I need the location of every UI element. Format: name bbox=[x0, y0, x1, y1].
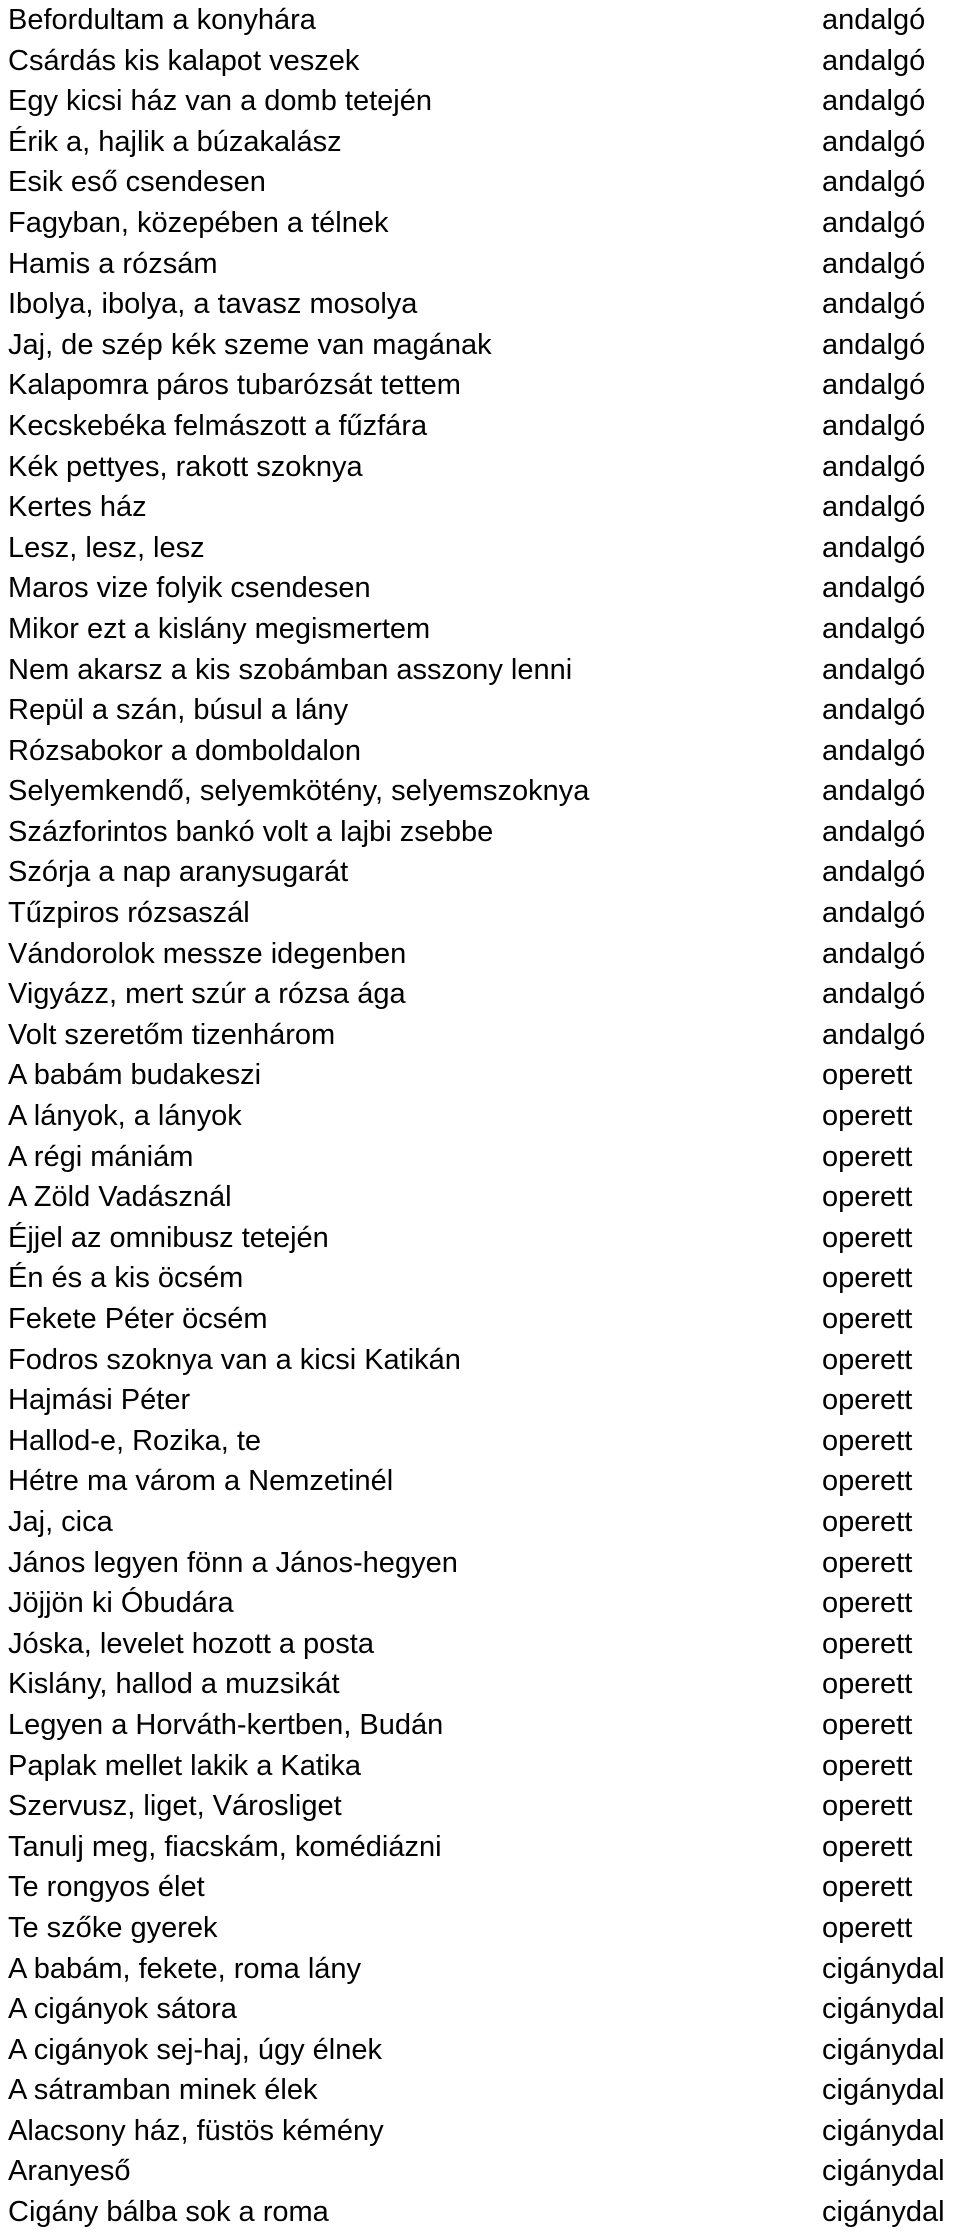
song-genre: andalgó bbox=[822, 775, 926, 808]
song-row bbox=[0, 731, 960, 772]
song-title: Alacsony ház, füstös kémény bbox=[8, 2114, 384, 2147]
song-row bbox=[0, 934, 960, 975]
song-row bbox=[0, 1137, 960, 1178]
song-genre: andalgó bbox=[822, 491, 926, 524]
song-title: A lányok, a lányok bbox=[8, 1100, 242, 1133]
song-row bbox=[0, 325, 960, 366]
song-title: Szórja a nap aranysugarát bbox=[8, 856, 349, 889]
song-row bbox=[0, 1949, 960, 1990]
song-title: Jóska, levelet hozott a posta bbox=[8, 1627, 374, 1660]
song-genre: andalgó bbox=[822, 612, 926, 645]
song-row bbox=[0, 1461, 960, 1502]
song-genre: andalgó bbox=[822, 4, 926, 36]
song-row bbox=[0, 1015, 960, 1056]
song-title: Csárdás kis kalapot veszek bbox=[8, 44, 360, 77]
song-title: Te szőke gyerek bbox=[8, 1911, 218, 1944]
song-genre: cigánydal bbox=[822, 2074, 945, 2107]
song-row bbox=[0, 852, 960, 893]
song-row bbox=[0, 2030, 960, 2071]
song-title: Rózsabokor a domboldalon bbox=[8, 734, 362, 767]
song-title: Ibolya, ibolya, a tavasz mosolya bbox=[8, 288, 418, 321]
song-title: Hallod-e, Rozika, te bbox=[8, 1424, 262, 1457]
song-row bbox=[0, 1664, 960, 1705]
song-title: Hétre ma várom a Nemzetinél bbox=[8, 1465, 394, 1498]
song-genre: andalgó bbox=[822, 856, 926, 889]
song-title: Érik a, hajlik a búzakalász bbox=[8, 125, 342, 158]
song-row bbox=[0, 365, 960, 406]
song-genre: operett bbox=[822, 1790, 913, 1823]
song-row bbox=[0, 690, 960, 731]
song-title: A cigányok sej-haj, úgy élnek bbox=[8, 2033, 382, 2066]
song-title: Kalapomra páros tubarózsát tettem bbox=[8, 369, 461, 402]
song-genre: andalgó bbox=[822, 694, 926, 727]
song-genre: operett bbox=[822, 1059, 913, 1092]
song-row bbox=[0, 2151, 960, 2192]
song-row bbox=[0, 1055, 960, 1096]
song-row bbox=[0, 447, 960, 488]
song-genre: cigánydal bbox=[822, 2033, 945, 2066]
song-row bbox=[0, 1867, 960, 1908]
song-genre: operett bbox=[822, 1424, 913, 1457]
song-title: Maros vize folyik csendesen bbox=[8, 572, 371, 605]
song-title: A sátramban minek élek bbox=[8, 2074, 318, 2107]
song-genre: operett bbox=[822, 1708, 913, 1741]
song-genre: cigánydal bbox=[822, 1952, 945, 1985]
song-row bbox=[0, 893, 960, 934]
song-row bbox=[0, 284, 960, 325]
song-title: A babám budakeszi bbox=[8, 1059, 262, 1092]
song-row bbox=[0, 1340, 960, 1381]
song-row bbox=[0, 568, 960, 609]
song-row bbox=[0, 1502, 960, 1543]
song-title: Jaj, cica bbox=[8, 1505, 113, 1538]
song-genre: andalgó bbox=[822, 897, 926, 930]
song-genre: andalgó bbox=[822, 409, 926, 442]
song-row bbox=[0, 1096, 960, 1137]
song-title: Jöjjön ki Óbudára bbox=[8, 1587, 234, 1620]
song-title: Kislány, hallod a muzsikát bbox=[8, 1668, 340, 1701]
song-genre: andalgó bbox=[822, 572, 926, 605]
song-genre: cigánydal bbox=[822, 2155, 945, 2188]
song-title: Selyemkendő, selyemkötény, selyemszoknya bbox=[8, 775, 590, 808]
song-row bbox=[0, 1624, 960, 1665]
song-title: Kecskebéka felmászott a fűzfára bbox=[8, 409, 428, 442]
song-genre: operett bbox=[822, 1221, 913, 1254]
song-title: Paplak mellet lakik a Katika bbox=[8, 1749, 361, 1782]
song-title: Mikor ezt a kislány megismertem bbox=[8, 612, 431, 645]
song-title: Fodros szoknya van a kicsi Katikán bbox=[8, 1343, 461, 1376]
song-genre: operett bbox=[822, 1830, 913, 1863]
song-genre: andalgó bbox=[822, 247, 926, 280]
song-row bbox=[0, 1705, 960, 1746]
song-row bbox=[0, 41, 960, 82]
song-genre: operett bbox=[822, 1627, 913, 1660]
song-title: A Zöld Vadásznál bbox=[8, 1181, 232, 1214]
song-row bbox=[0, 1380, 960, 1421]
song-title: Jaj, de szép kék szeme van magának bbox=[8, 328, 492, 361]
song-genre: operett bbox=[822, 1546, 913, 1579]
song-genre: andalgó bbox=[822, 653, 926, 686]
song-genre: andalgó bbox=[822, 85, 926, 118]
song-title: Fagyban, közepében a télnek bbox=[8, 206, 389, 239]
song-title: Te rongyos élet bbox=[8, 1871, 205, 1904]
song-row bbox=[0, 1746, 960, 1787]
song-row bbox=[0, 812, 960, 853]
song-title: Volt szeretőm tizenhárom bbox=[8, 1018, 336, 1051]
song-genre: operett bbox=[822, 1262, 913, 1295]
song-genre: andalgó bbox=[822, 288, 926, 321]
song-genre: andalgó bbox=[822, 978, 926, 1011]
song-title: Aranyeső bbox=[8, 2155, 131, 2188]
song-genre: andalgó bbox=[822, 937, 926, 970]
song-row bbox=[0, 1786, 960, 1827]
song-row bbox=[0, 1989, 960, 2030]
song-genre: andalgó bbox=[822, 450, 926, 483]
song-genre: operett bbox=[822, 1749, 913, 1782]
song-genre: andalgó bbox=[822, 44, 926, 77]
song-row bbox=[0, 528, 960, 569]
song-row bbox=[0, 487, 960, 528]
song-row bbox=[0, 2070, 960, 2111]
song-genre: andalgó bbox=[822, 125, 926, 158]
song-row bbox=[0, 1421, 960, 1462]
song-title: A régi mániám bbox=[8, 1140, 194, 1173]
song-genre: cigánydal bbox=[822, 2114, 945, 2147]
song-row bbox=[0, 1543, 960, 1584]
song-row bbox=[0, 406, 960, 447]
song-genre: operett bbox=[822, 1465, 913, 1498]
song-genre: andalgó bbox=[822, 328, 926, 361]
song-genre: operett bbox=[822, 1384, 913, 1417]
song-row bbox=[0, 81, 960, 122]
song-genre: andalgó bbox=[822, 1018, 926, 1051]
song-row bbox=[0, 2111, 960, 2152]
song-title: János legyen fönn a János-hegyen bbox=[8, 1546, 458, 1579]
song-row bbox=[0, 650, 960, 691]
song-genre: andalgó bbox=[822, 206, 926, 239]
song-genre: operett bbox=[822, 1871, 913, 1904]
song-row bbox=[0, 1177, 960, 1218]
song-row bbox=[0, 1258, 960, 1299]
song-genre: operett bbox=[822, 1140, 913, 1173]
song-title: Hamis a rózsám bbox=[8, 247, 218, 280]
song-title: Kertes ház bbox=[8, 491, 147, 524]
song-row bbox=[0, 1299, 960, 1340]
song-title: Repül a szán, búsul a lány bbox=[8, 694, 349, 727]
song-row bbox=[0, 1218, 960, 1259]
song-genre: andalgó bbox=[822, 166, 926, 199]
song-row bbox=[0, 1827, 960, 1868]
song-title: Egy kicsi ház van a domb tetején bbox=[8, 85, 432, 118]
song-genre: andalgó bbox=[822, 369, 926, 402]
song-genre: operett bbox=[822, 1911, 913, 1944]
song-title: Éjjel az omnibusz tetején bbox=[8, 1221, 329, 1254]
song-title: Esik eső csendesen bbox=[8, 166, 266, 199]
song-row bbox=[0, 974, 960, 1015]
song-row bbox=[0, 1583, 960, 1624]
song-genre: operett bbox=[822, 1587, 913, 1620]
song-title: Fekete Péter öcsém bbox=[8, 1303, 268, 1335]
song-title: Szervusz, liget, Városliget bbox=[8, 1790, 342, 1823]
song-title: A babám, fekete, roma lány bbox=[8, 1952, 362, 1985]
song-genre: operett bbox=[822, 1303, 913, 1335]
song-genre: operett bbox=[822, 1668, 913, 1701]
song-title: Vigyázz, mert szúr a rózsa ága bbox=[8, 978, 406, 1011]
song-genre: andalgó bbox=[822, 815, 926, 848]
song-title: Befordultam a konyhára bbox=[8, 4, 316, 36]
song-genre: operett bbox=[822, 1505, 913, 1538]
song-genre: cigánydal bbox=[822, 2196, 945, 2229]
song-title: A cigányok sátora bbox=[8, 1993, 237, 2026]
song-title: Nem akarsz a kis szobámban asszony lenni bbox=[8, 653, 573, 686]
song-title: Tűzpiros rózsaszál bbox=[8, 897, 250, 930]
song-row bbox=[0, 1908, 960, 1949]
song-title: Legyen a Horváth-kertben, Budán bbox=[8, 1708, 444, 1741]
song-genre: operett bbox=[822, 1343, 913, 1376]
song-row bbox=[0, 771, 960, 812]
song-title: Lesz, lesz, lesz bbox=[8, 531, 205, 564]
song-genre: andalgó bbox=[822, 734, 926, 767]
song-row bbox=[0, 162, 960, 203]
song-title: Tanulj meg, fiacskám, komédiázni bbox=[8, 1830, 442, 1863]
song-row bbox=[0, 0, 960, 41]
song-genre: cigánydal bbox=[822, 1993, 945, 2026]
song-title: Százforintos bankó volt a lajbi zsebbe bbox=[8, 815, 494, 848]
song-title: Vándorolok messze idegenben bbox=[8, 937, 407, 970]
song-title: Cigány bálba sok a roma bbox=[8, 2196, 329, 2229]
song-row bbox=[0, 244, 960, 285]
song-title: Hajmási Péter bbox=[8, 1384, 191, 1417]
song-genre: operett bbox=[822, 1181, 913, 1214]
song-row bbox=[0, 609, 960, 650]
song-genre: operett bbox=[822, 1100, 913, 1133]
song-title: Kék pettyes, rakott szoknya bbox=[8, 450, 363, 483]
song-title: Én és a kis öcsém bbox=[8, 1262, 244, 1295]
song-row bbox=[0, 2192, 960, 2233]
song-genre: andalgó bbox=[822, 531, 926, 564]
song-row bbox=[0, 203, 960, 244]
song-row bbox=[0, 122, 960, 163]
